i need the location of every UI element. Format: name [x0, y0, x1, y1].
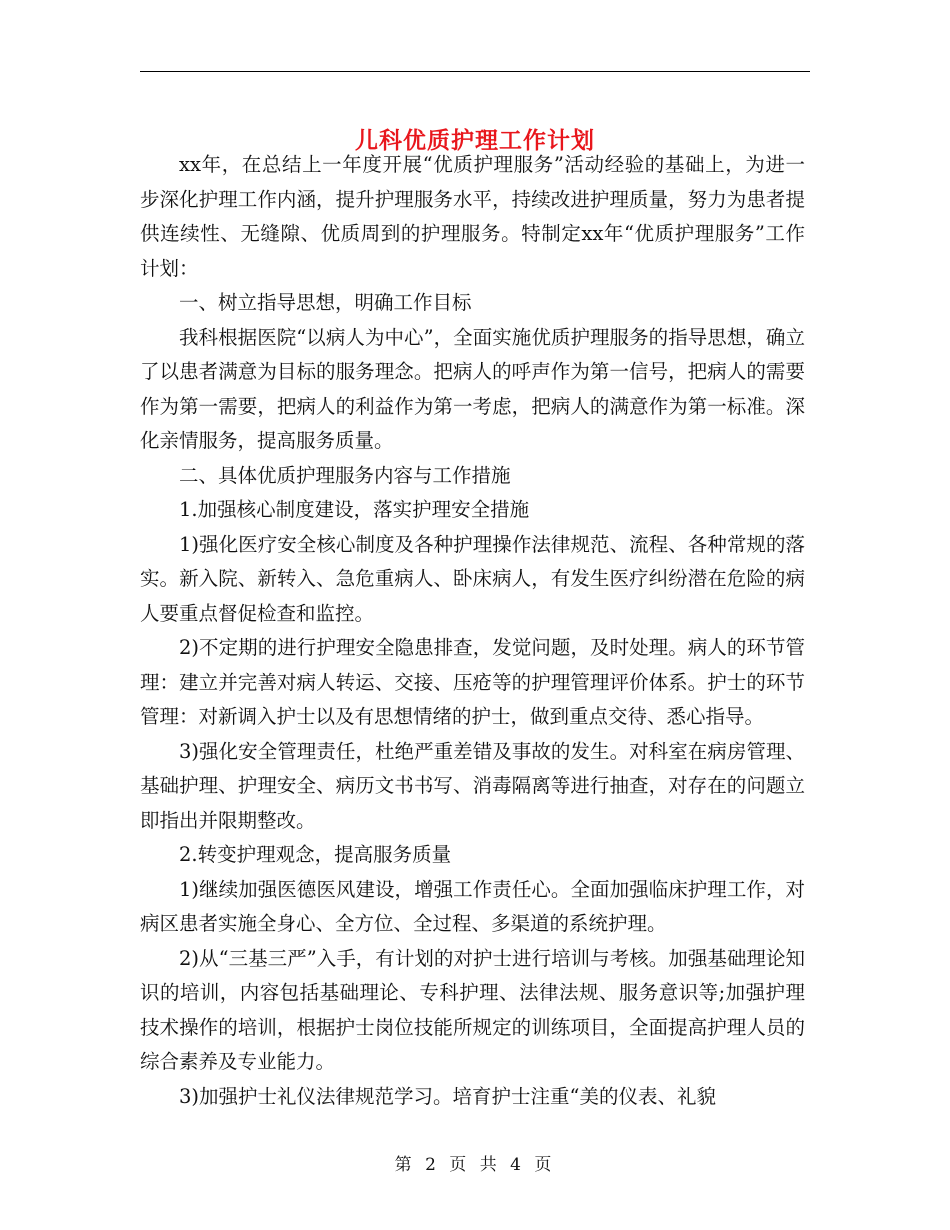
- document-title: 儿科优质护理工作计划: [355, 127, 595, 155]
- section-heading-1: 一、树立指导思想，明确工作目标: [179, 291, 472, 314]
- section-heading-2: 二、具体优质护理服务内容与工作措施: [179, 463, 511, 487]
- header-rule: [140, 71, 810, 72]
- list-item-2-1-3: 3)强化安全管理责任，杜绝严重差错及事故的发生。对科室在病房管理、基础护理、护理安全、病历文书书写、消毒隔离等进行抽查，对存在的问题立即指出并限期整改。: [140, 739, 805, 832]
- list-item-2-1-2: 2)不定期的进行护理安全隐患排查，发觉问题，及时处理。病人的环节管理：建立并完善对病人转运、交接、压疮等的护理管理评价体系。护士的环节管理：对新调入护士以及有思想情绪的护士，做到重点交待、悉心指导。: [140, 636, 805, 728]
- list-item-2-2-1: 1)继续加强医德医风建设，增强工作责任心。全面加强临床护理工作，对病区患者实施全身心、全方位、全过程、多渠道的系统护理。: [140, 877, 805, 935]
- subsection-heading-2-2: 2.转变护理观念，提高服务质量: [179, 843, 452, 866]
- list-item-2-2-2: 2)从“三基三严”入手，有计划的对护士进行培训与考核。加强基础理论知识的培训，内容包括基础理论、专科护理、法律法规、服务意识等;加强护理技术操作的培训，根据护士岗位技能所规定的训练项目，全面提高护理人员的综合素养及专业能力。: [140, 946, 805, 1073]
- list-item-2-2-3: 3)加强护士礼仪法律规范学习。培育护士注重“美的仪表、礼貌: [179, 1084, 716, 1108]
- intro-paragraph: xx年，在总结上一年度开展“优质护理服务”活动经验的基础上，为进一步深化护理工作内涵，提升护理服务水平，持续改进护理质量，努力为患者提供连续性、无缝隙、优质周到的护理服务。特制定xx年“优质护理服务”工作计划：: [140, 153, 805, 280]
- page-footer: 第 2 页 共 4 页: [394, 1155, 556, 1175]
- section-1-paragraph: 我科根据医院“以病人为中心”，全面实施优质护理服务的指导思想，确立了以患者满意为目标的服务理念。把病人的呼声作为第一信号，把病人的需要作为第一需要，把病人的利益作为第一考虑，把病人的满意作为第一标准。深化亲情服务，提高服务质量。: [140, 325, 805, 452]
- list-item-2-1-1: 1)强化医疗安全核心制度及各种护理操作法律规范、流程、各种常规的落实。新入院、新转入、急危重病人、卧床病人，有发生医疗纠纷潜在危险的病人要重点督促检查和监控。: [140, 532, 805, 625]
- subsection-heading-2-1: 1.加强核心制度建设，落实护理安全措施: [179, 498, 530, 521]
- document-body: [140, 148, 805, 1114]
